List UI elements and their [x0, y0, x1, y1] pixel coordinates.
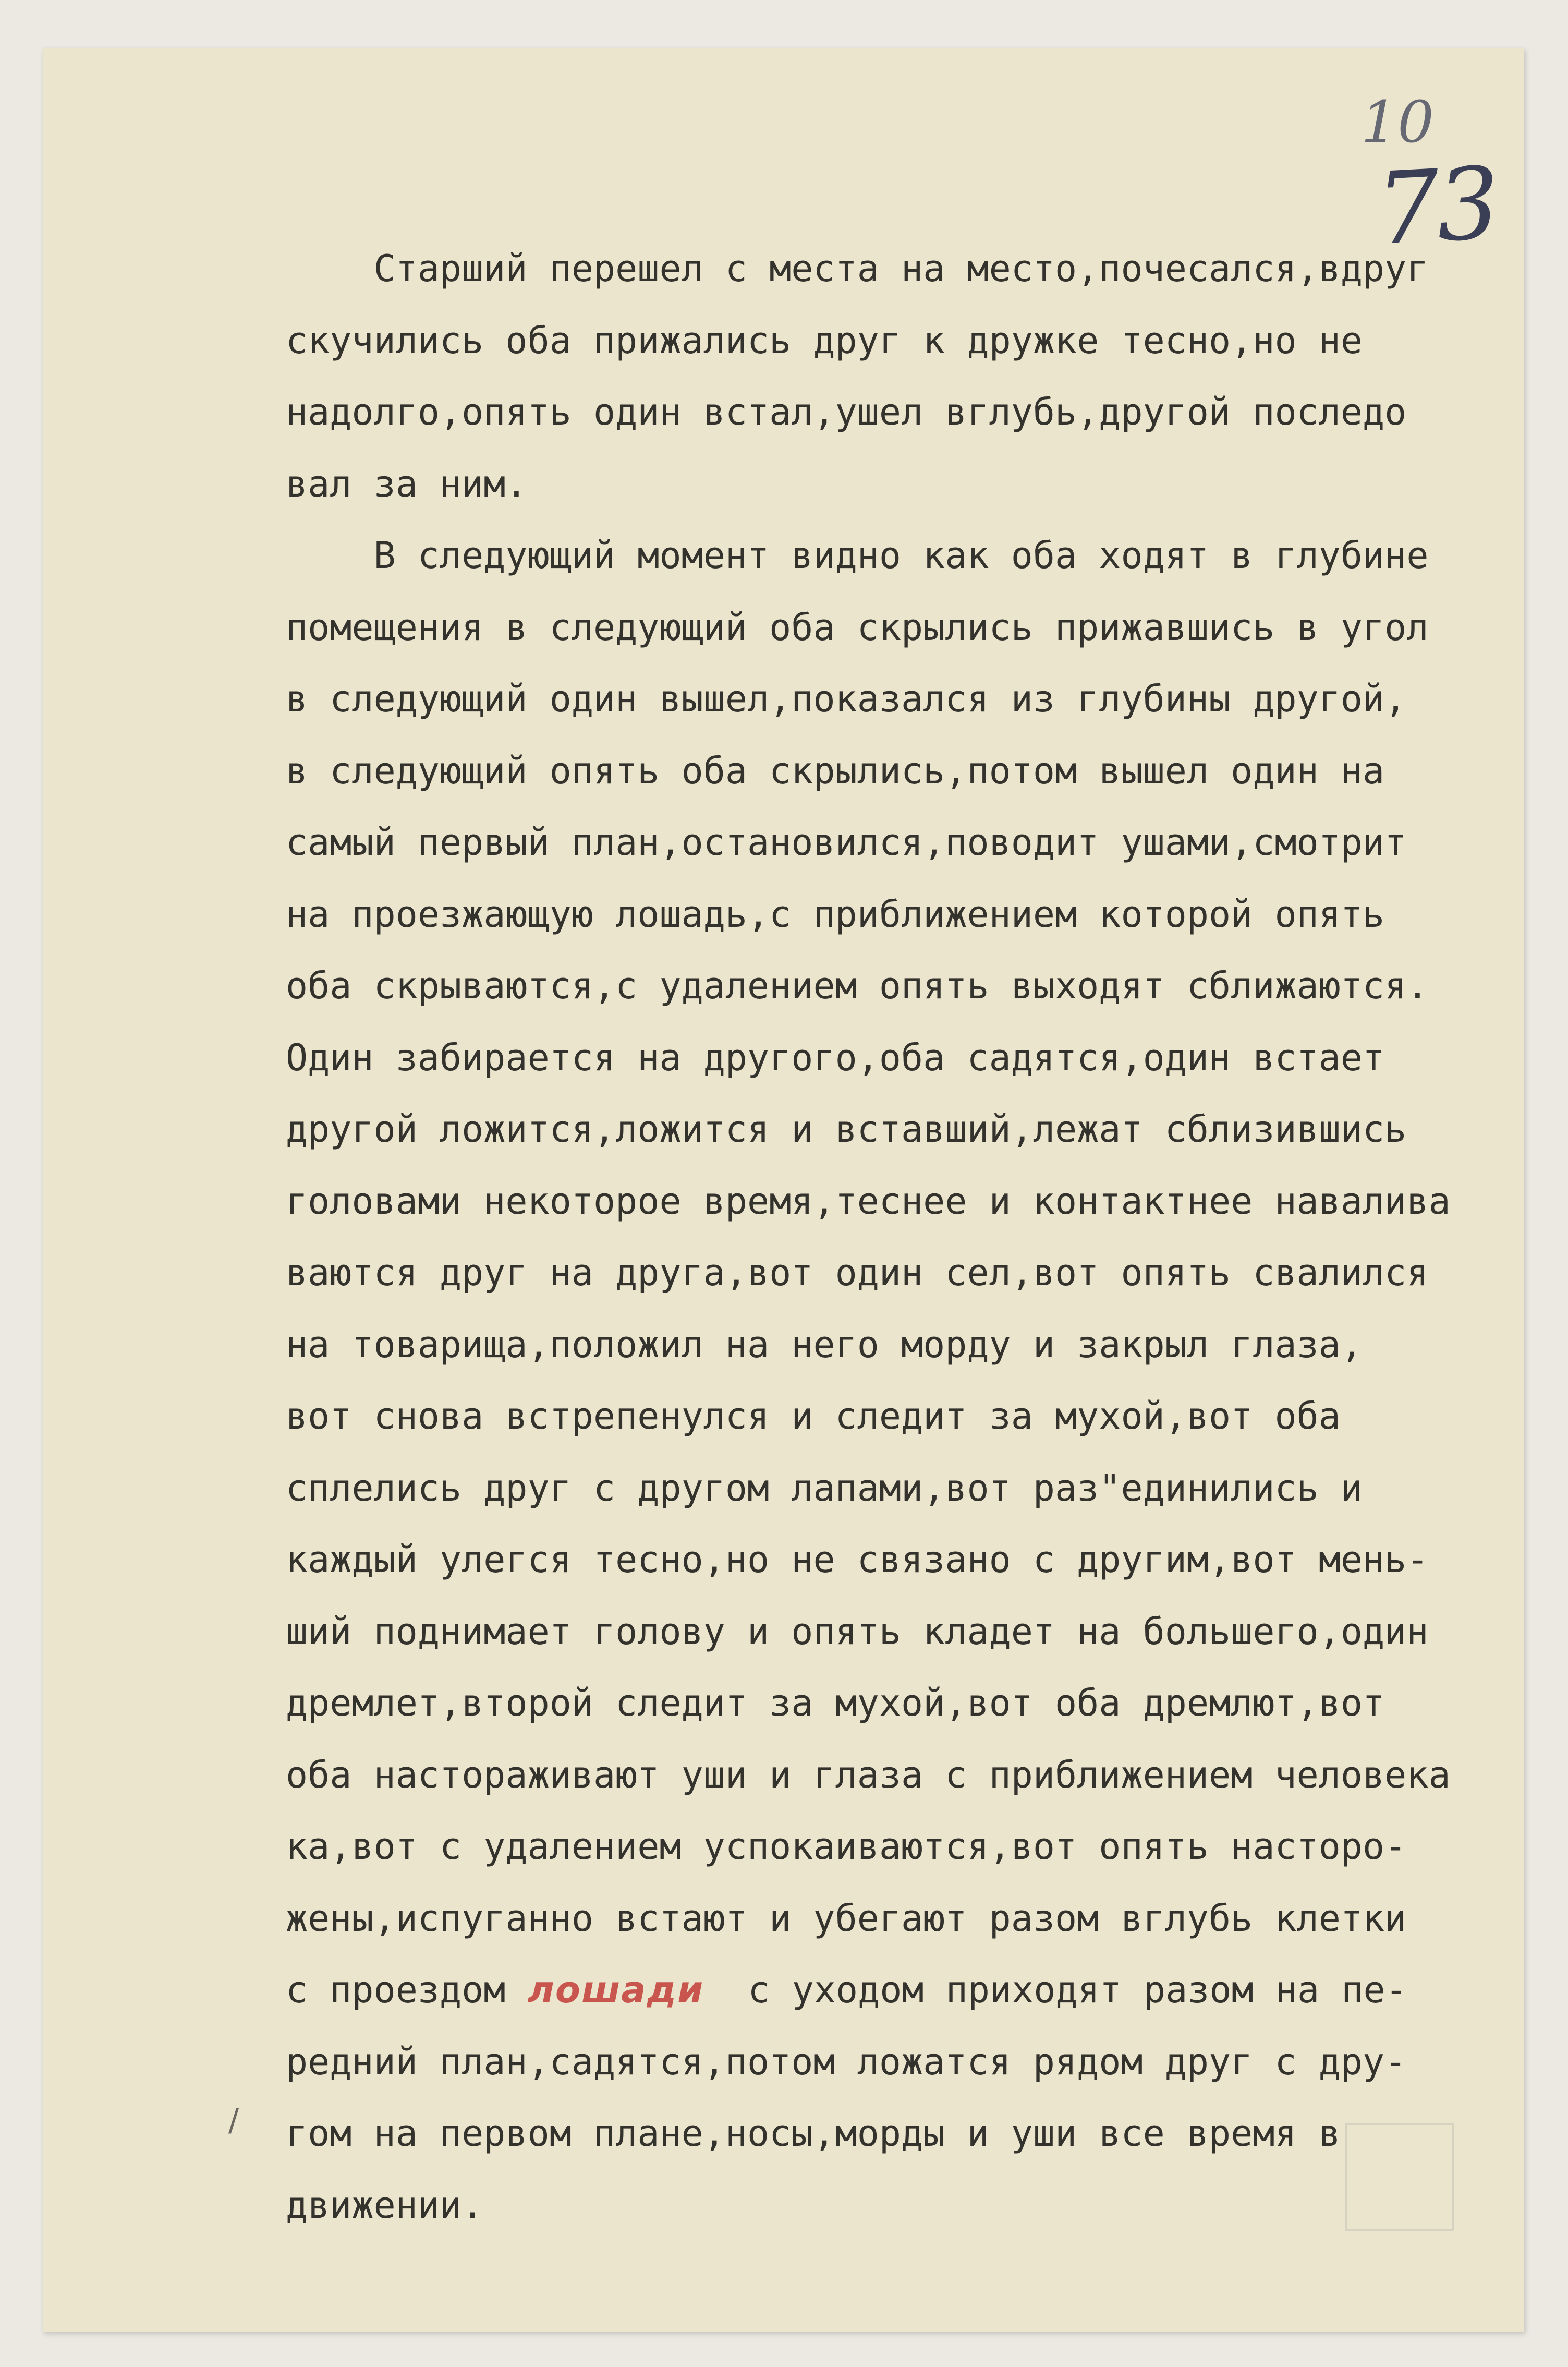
margin-mark: / — [228, 2102, 239, 2139]
text-line-continuation: с уходом приходят разом на пе- — [748, 1969, 1407, 2011]
text-line-content: редний план,садятся,потом ложатся рядом друг с дру- — [286, 2040, 1407, 2083]
text-line — [286, 1393, 1341, 1440]
text-line-content: другой ложится,ложится и вставший,лежат сблизившись — [286, 1108, 1407, 1151]
text-line — [286, 1536, 1428, 1583]
folio-number-old: 10 — [1361, 89, 1434, 155]
text-line — [286, 1321, 1363, 1368]
text-line — [286, 962, 1428, 1009]
text-line — [286, 1823, 1406, 1870]
text-line — [286, 604, 1428, 651]
archive-stamp — [1345, 2123, 1454, 2231]
text-line-content: на проезжающую лошадь,с приближением которой опять — [286, 892, 1385, 936]
text-line — [286, 245, 1428, 292]
text-line — [286, 317, 1363, 364]
text-line — [286, 891, 1384, 938]
text-line — [286, 2182, 483, 2229]
text-line — [286, 2038, 1406, 2085]
text-line-content: движении. — [286, 2183, 484, 2227]
text-line — [286, 1465, 1363, 1512]
text-line-content: оба настораживают уши и глаза с приближением человека — [286, 1753, 1451, 1796]
text-line-content: Старший перешел с места на место,почесался,вдруг — [286, 247, 1429, 290]
text-line — [286, 1966, 1407, 2013]
text-line-content: В следующий момент видно как оба ходят в глубине — [286, 534, 1429, 577]
text-line-content: ший поднимает голову и опять кладет на большего,один — [286, 1610, 1429, 1653]
text-line-content: Один забирается на другого,оба садятся,один встает — [286, 1036, 1385, 1079]
handwritten-insertion: лошади — [527, 1969, 704, 2011]
text-line — [286, 1752, 1451, 1798]
text-line-content: вал за ним. — [286, 462, 528, 505]
text-line — [286, 461, 528, 508]
text-line-content: помещения в следующий оба скрылись прижавшись в угол — [286, 606, 1429, 649]
text-line — [286, 1106, 1406, 1153]
text-line-content: в следующий один вышел,показался из глубины другой, — [286, 678, 1407, 720]
text-line-content: жены,испуганно встают и убегают разом вглубь клетки — [286, 1897, 1407, 1940]
text-line — [286, 532, 1428, 579]
text-line-content: сплелись друг с другом лапами,вот раз"единились и — [286, 1466, 1363, 1509]
folio-number: 73 — [1373, 146, 1500, 267]
text-line-content: самый первый план,остановился,поводит ушами,смотрит — [286, 821, 1407, 864]
text-line-content: гом на первом плане,носы,морды и уши все время в — [286, 2112, 1341, 2155]
text-line — [286, 747, 1384, 794]
text-line — [286, 1608, 1428, 1655]
text-line-content: вот снова встрепенулся и следит за мухой,вот оба — [286, 1395, 1341, 1438]
text-line — [286, 1249, 1428, 1296]
text-line — [286, 1034, 1384, 1081]
text-line-content: оба скрываются,с удалением опять выходят сближаются. — [286, 964, 1429, 1007]
text-line — [286, 1178, 1451, 1225]
text-line-content: дремлет,второй следит за мухой,вот оба дремлют,вот — [286, 1682, 1385, 1724]
text-line-content: с проездом — [286, 1969, 506, 2011]
text-line-content: каждый улегся тесно,но не связано с другим,вот мень- — [286, 1538, 1429, 1581]
text-line — [286, 389, 1406, 436]
text-line — [286, 675, 1406, 722]
text-line-content: ка,вот с удалением успокаиваются,вот опять насторо- — [286, 1825, 1407, 1868]
text-line-content: на товарища,положил на него морду и закрыл глаза, — [286, 1323, 1363, 1366]
text-line — [286, 2110, 1341, 2157]
text-line — [286, 819, 1406, 866]
text-line-content: ваются друг на друга,вот один сел,вот опять свалился — [286, 1251, 1429, 1294]
text-line-content: скучились оба прижались друг к дружке тесно,но не — [286, 319, 1363, 362]
text-line — [286, 1895, 1406, 1942]
text-line-content: в следующий опять оба скрылись,потом вышел один на — [286, 749, 1385, 792]
text-line — [286, 1680, 1384, 1726]
text-line-content: головами некоторое время,теснее и контактнее навалива — [286, 1179, 1451, 1223]
text-line-content: надолго,опять один встал,ушел вглубь,другой последо — [286, 391, 1407, 433]
